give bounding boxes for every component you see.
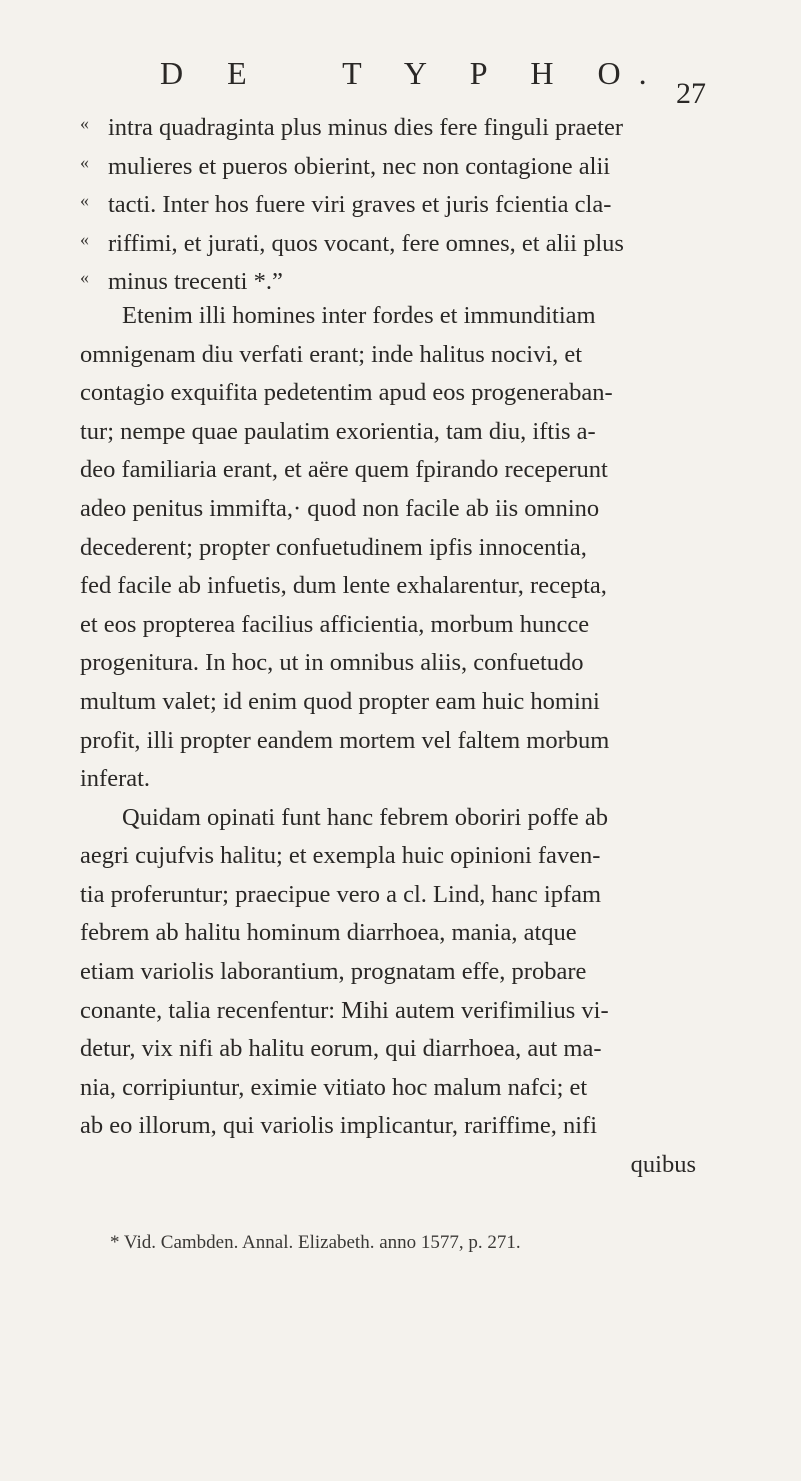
line-text: contagio exquifita pedetentim apud eos progeneraban-	[80, 379, 613, 407]
text-line	[80, 876, 730, 915]
text-line	[80, 413, 730, 452]
text-line	[80, 914, 730, 953]
quotation-mark: «	[80, 151, 89, 172]
line-text: progenitura. In hoc, ut in omnibus aliis, confuetudo	[80, 649, 584, 677]
text-line	[80, 258, 730, 297]
line-text: multum valet; id enim quod propter eam huic homini	[80, 687, 600, 715]
line-text: riffimi, et jurati, quos vocant, fere omnes, et alii plus	[108, 229, 624, 257]
text-line	[80, 297, 730, 336]
line-text: febrem ab halitu hominum diarrhoea, mania, atque	[80, 919, 577, 947]
line-text: omnigenam diu verfati erant; inde halitus nocivi, et	[80, 340, 583, 368]
line-text: Quidam opinati funt hanc febrem oboriri poffe ab	[122, 803, 608, 831]
quotation-mark: «	[80, 228, 89, 249]
text-line	[80, 683, 730, 722]
text-line	[80, 722, 730, 761]
text-line	[80, 1030, 730, 1069]
text-line	[80, 1107, 730, 1146]
text-line	[80, 451, 730, 490]
line-text: Etenim illi homines inter fordes et immunditiam	[122, 301, 596, 329]
text-line	[80, 336, 730, 375]
text-line	[80, 181, 730, 220]
line-text: intra quadraginta plus minus dies fere finguli praeter	[108, 114, 624, 141]
line-text: mulieres et pueros obierint, nec non contagione alii	[108, 152, 611, 180]
line-text: ab eo illorum, qui variolis implicantur, rariffime, nifi	[80, 1112, 598, 1140]
text-line	[80, 220, 730, 259]
text-line	[80, 1069, 730, 1108]
line-text: tur; nempe quae paulatim exorientia, tam diu, iftis a-	[80, 417, 596, 445]
line-text: etiam variolis laborantium, prognatam effe, probare	[80, 958, 587, 986]
line-text: aegri cujufvis halitu; et exempla huic opinioni faven-	[80, 842, 601, 870]
line-text: profit, illi propter eandem mortem vel faltem morbum	[80, 726, 610, 754]
text-line	[80, 644, 730, 683]
page-number: 27	[676, 77, 706, 110]
line-text: detur, vix nifi ab halitu eorum, qui diarrhoea, aut ma-	[80, 1035, 602, 1063]
line-text: fed facile ab infuetis, dum lente exhalarentur, recepta,	[80, 572, 607, 600]
line-text: deo familiaria erant, et aëre quem fpirando receperunt	[80, 456, 608, 484]
text-line	[80, 143, 730, 182]
line-text: conante, talia recenfentur: Mihi autem verifimilius vi-	[80, 996, 609, 1024]
text-line	[80, 799, 730, 838]
running-head	[160, 55, 706, 110]
text-line	[80, 992, 730, 1031]
text-line	[80, 104, 730, 143]
text-line	[80, 837, 730, 876]
text-line	[80, 953, 730, 992]
text-line	[80, 1146, 730, 1185]
line-text: adeo penitus immifta,· quod non facile ab iis omnino	[80, 494, 600, 522]
text-line	[80, 374, 730, 413]
line-text: et eos propterea facilius afficientia, morbum huncce	[80, 610, 590, 638]
text-line	[80, 567, 730, 606]
line-text: quibus	[630, 1151, 696, 1179]
text-line	[80, 760, 730, 799]
body-text	[80, 104, 730, 1185]
line-text: minus trecenti *.”	[108, 268, 283, 296]
text-line	[80, 490, 730, 529]
line-text: tacti. Inter hos fuere viri graves et juris fcientia cla-	[108, 191, 612, 219]
running-title: D E T Y P H O.	[160, 55, 665, 91]
quotation-mark: «	[80, 113, 89, 133]
quotation-mark: «	[80, 190, 89, 211]
line-text: inferat.	[80, 765, 151, 793]
line-text: tia proferuntur; praecipue vero a cl. Lind, hanc ipfam	[80, 880, 602, 908]
text-line	[80, 529, 730, 568]
line-text: decederent; propter confuetudinem ipfis innocentia,	[80, 533, 587, 561]
quotation-mark: «	[80, 267, 89, 288]
footnote: * Vid. Cambden. Annal. Elizabeth. anno 1577, p. 271.	[110, 1232, 521, 1253]
line-text: nia, corripiuntur, eximie vitiato hoc malum nafci; et	[80, 1073, 588, 1101]
text-line	[80, 606, 730, 645]
